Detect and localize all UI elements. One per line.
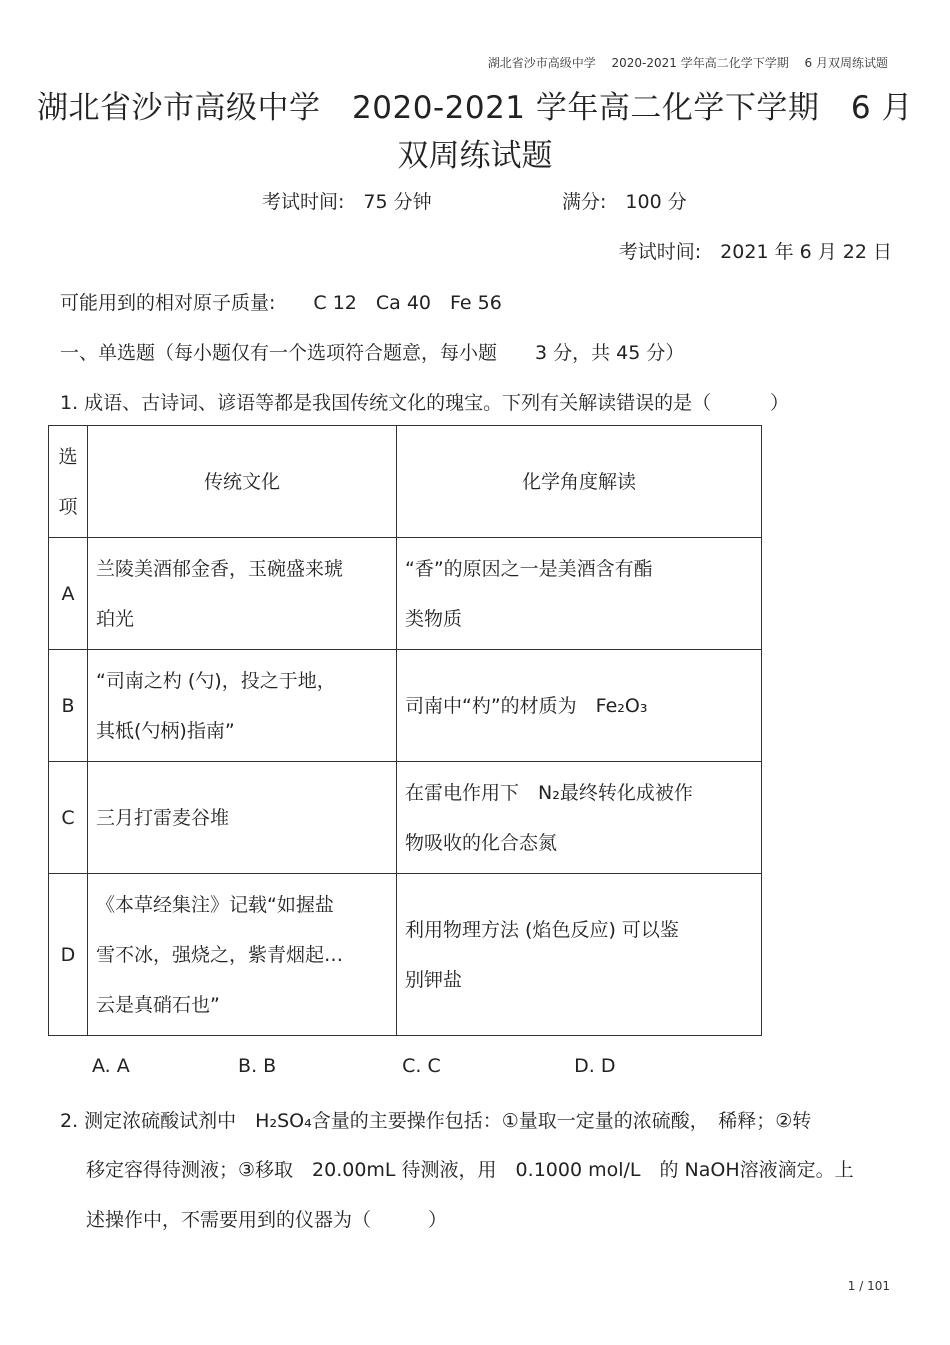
row-chem: [397, 762, 762, 874]
table-row: [49, 874, 762, 1036]
row-chem-line: 在雷电作用下 N₂最终转化成被作: [405, 781, 693, 804]
row-option: B: [49, 650, 88, 762]
row-option: D: [49, 874, 88, 1036]
choice-b: B. B: [238, 1055, 277, 1077]
header-culture: 传统文化: [88, 426, 397, 538]
row-culture: [88, 762, 397, 874]
choice-a: A. A: [92, 1055, 130, 1077]
row-chem-line: 物吸收的化合态氮: [405, 831, 558, 854]
row-chem: [397, 650, 762, 762]
row-culture: [88, 874, 397, 1036]
question-1-choices: [92, 1055, 615, 1077]
row-chem-line: 类物质: [405, 607, 463, 630]
row-chem-line: 司南中“杓”的材质为 Fe₂O₃: [405, 694, 648, 717]
row-culture-line: 《本草经集注》记载“如握盐: [96, 893, 334, 916]
question-1-table: [48, 425, 762, 1036]
exam-date: 考试时间: 2021 年 6 月 22 日: [618, 241, 892, 263]
row-culture: [88, 650, 397, 762]
page-number: 1 / 101: [847, 1279, 890, 1293]
page-title: 湖北省沙市高级中学 2020-2021 学年高二化学下学期 6 月: [37, 90, 913, 126]
full-score: 满分: 100 分: [562, 191, 687, 213]
section-title: 一、单选题（每小题仅有一个选项符合题意，每小题 3 分，共 45 分）: [60, 342, 685, 364]
header-option-line2: 项: [58, 495, 78, 518]
row-culture: [88, 538, 397, 650]
row-option: A: [49, 538, 88, 650]
row-chem-line: 别钾盐: [405, 968, 463, 991]
question-1-answer-paren: ）: [770, 392, 790, 414]
table-row: [49, 762, 762, 874]
table-row: [49, 650, 762, 762]
row-culture-line: 雪不冰，强烧之，紫青烟起…: [96, 943, 344, 966]
row-culture-line: 珀光: [96, 607, 135, 630]
row-chem: [397, 538, 762, 650]
row-culture-line: 其柢(勺柄)指南”: [96, 719, 235, 742]
row-chem-line: “香”的原因之一是美酒含有酯: [405, 557, 653, 580]
question-2-stem-line1: 2. 测定浓硫酸试剂中 H₂SO₄含量的主要操作包括：①量取一定量的浓硫酸， 稀释；②转: [60, 1110, 812, 1132]
question-2-stem-line2: 移定容得待测液；③移取 20.00mL 待测液，用 0.1000 mol/L 的 NaOH溶液滴定。上: [86, 1159, 854, 1181]
row-culture-line: “司南之杓 (勺)，投之于地，: [96, 669, 336, 692]
header-chem: 化学角度解读: [397, 426, 762, 538]
question-2-stem-line3: 述操作中，不需要用到的仪器为（ ）: [86, 1209, 448, 1231]
page-title-line2: 双周练试题: [397, 138, 553, 174]
atomic-mass-note: 可能用到的相对原子质量: C 12 Ca 40 Fe 56: [60, 292, 502, 314]
row-chem-line: 利用物理方法 (焰色反应) 可以鉴: [405, 918, 679, 941]
choice-d: D. D: [574, 1055, 616, 1077]
running-header: 湖北省沙市高级中学 2020-2021 学年高二化学下学期 6 月双周练试题: [487, 56, 888, 70]
row-culture-line: 兰陵美酒郁金香，玉碗盛来琥: [96, 557, 344, 580]
exam-duration: 考试时间: 75 分钟: [262, 191, 432, 213]
table-row: [49, 538, 762, 650]
header-option-line1: 选: [58, 445, 78, 468]
row-culture-line: 三月打雷麦谷堆: [96, 806, 230, 829]
row-culture-line: 云是真硝石也”: [96, 993, 220, 1016]
row-option: C: [49, 762, 88, 874]
choice-c: C. C: [402, 1055, 441, 1077]
question-1-stem: 1. 成语、古诗词、谚语等都是我国传统文化的瑰宝。下列有关解读错误的是（: [60, 392, 712, 414]
row-chem: [397, 874, 762, 1036]
table-header-row: [49, 426, 762, 538]
header-option: [49, 426, 88, 538]
